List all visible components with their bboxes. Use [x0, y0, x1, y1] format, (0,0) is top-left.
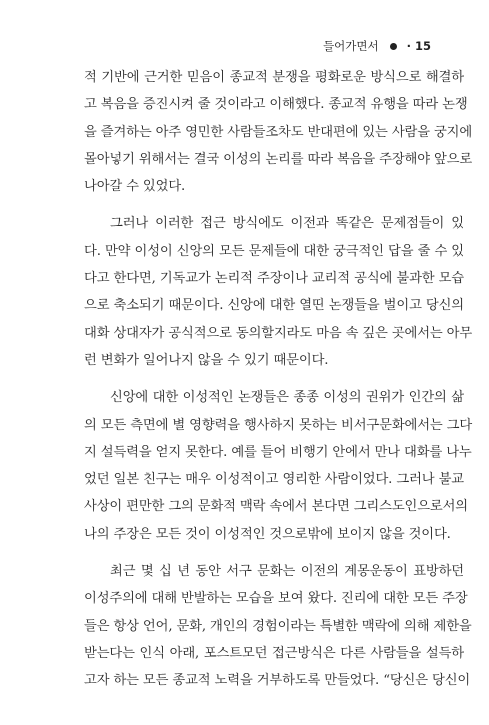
paragraph: [84, 64, 473, 200]
body-text: [84, 64, 473, 705]
paragraph: [84, 384, 473, 548]
text-line: 고 복음을 증진시켜 줄 것이라고 이해했다. 종교적 유행을 따라 논쟁: [84, 97, 468, 113]
text-line: 을 즐겨하는 아주 영민한 사람들조차도 반대편에 있는 사람을 궁지에: [84, 124, 473, 140]
text-line: 으로 축소되기 때문이다. 신앙에 대한 열띤 논쟁들을 벌이고 당신의: [84, 298, 464, 314]
text-line: 나의 주장은 모든 것이 이성적인 것으로밖에 보이지 않을 것이다.: [84, 526, 451, 542]
text-line: 나아갈 수 있었다.: [84, 179, 186, 195]
text-line: 몰아넣기 위해서는 결국 이성의 논리를 따라 복음을 주장해야 앞으로: [84, 151, 473, 167]
text-line: 었던 일본 친구는 매우 이성적이고 영리한 사람이었다. 그러나 불교: [84, 472, 464, 488]
text-line: 최근 몇 십 년 동안 서구 문화는 이전의 계몽운동이 표방하던: [110, 564, 464, 580]
text-line: 다. 만약 이성이 신앙의 모든 문제들에 대한 궁극적인 답을 줄 수 있: [84, 243, 464, 259]
bullet-dot-icon: [390, 43, 397, 50]
running-title: 들어가면서: [323, 39, 379, 53]
text-line: 적 기반에 근거한 믿음이 종교적 분쟁을 평화로운 방식으로 해결하: [84, 70, 464, 85]
text-line: 대화 상대자가 공식적으로 동의할지라도 마음 속 깊은 곳에서는 아무: [84, 325, 473, 341]
text-line: 받는다는 인식 아래, 포스트모던 접근방식은 다른 사람들을 설득하: [84, 645, 464, 661]
page-number: · 15: [406, 39, 431, 53]
text-line: 신앙에 대한 이성적인 논쟁들은 종종 이성의 권위가 인간의 삶: [110, 390, 464, 406]
text-line: 들은 항상 언어, 문화, 개인의 경험이라는 특별한 맥락에 의해 제한을: [84, 618, 472, 634]
text-line: 런 변화가 일어나지 않을 수 있기 때문이다.: [84, 352, 329, 368]
text-line: 의 모든 측면에 별 영향력을 행사하지 못하는 비서구문화에서는 그다: [84, 417, 473, 433]
text-line: 이성주의에 대해 반발하는 모습을 보여 왔다. 진리에 대한 모든 주장: [84, 591, 468, 607]
text-line: 지 설득력을 얻지 못한다. 예를 들어 비행기 안에서 만나 대화를 나누: [84, 444, 472, 460]
text-line: 사상이 편만한 그의 문화적 맥락 속에서 본다면 그리스도인으로서의: [84, 499, 468, 515]
running-header: [323, 38, 431, 54]
text-line: 다고 한다면, 기독교가 논리적 주장이나 교리적 공식에 불과한 모습: [84, 271, 464, 287]
text-line: 고자 하는 모든 종교적 노력을 거부하도록 만들었다. “당신은 당신이: [84, 673, 471, 689]
paragraph: [84, 210, 473, 374]
paragraph: [84, 558, 472, 694]
text-line: 그러나 이러한 접근 방식에도 이전과 똑같은 문제점들이 있: [110, 216, 464, 232]
